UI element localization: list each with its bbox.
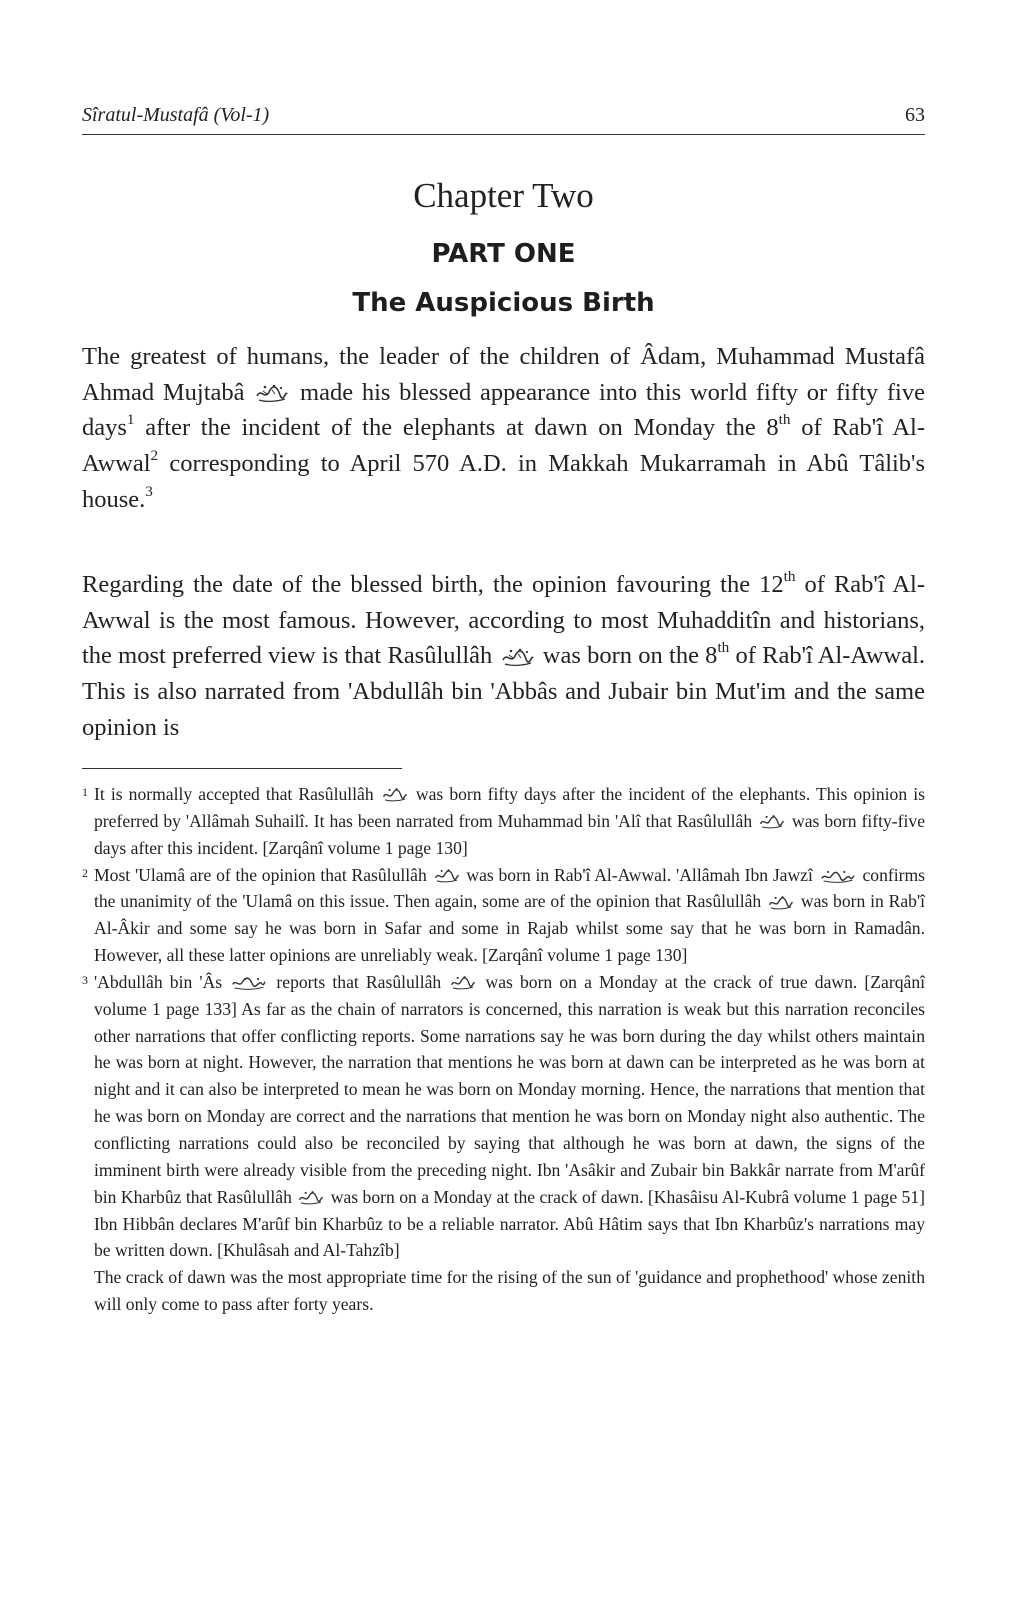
salawat-icon — [768, 894, 794, 911]
page-number: 63 — [905, 104, 925, 126]
text-run: The greatest of humans, the leader of the children of Âdam, Muhammad Mustafâ Ahmad Mujtabâ — [82, 343, 925, 406]
footnote-ref: 1 — [126, 411, 135, 429]
salawat-icon — [255, 382, 289, 404]
text-run: was born on a Monday at the crack of dawn. [Khasâisu Al-Kubrâ volume 1 page 51] Ibn Hibbân declares M'arûf bin Kharbûz to be a reliable narrator. Abû Hâtim says that Ibn Kharbûz's narrations may be written down. [Khulâsah and Al-Tahzîb] — [94, 1186, 926, 1261]
radiallahu-icon — [231, 976, 267, 991]
footnote-3 — [82, 969, 925, 1264]
text-run: Most 'Ulamâ are of the opinion that Rasûlullâh — [94, 864, 427, 885]
footnote-2 — [82, 862, 925, 969]
header-rule — [82, 134, 925, 135]
footnotes — [82, 781, 925, 1318]
body-paragraph-2 — [82, 567, 925, 746]
footnote-1 — [82, 781, 925, 862]
footnote-ref: 2 — [150, 447, 159, 465]
salawat-icon — [759, 813, 785, 830]
ordinal-suffix: th — [783, 568, 796, 586]
text-run: was born in Rab'î Al-Awwal. 'Allâmah Ibn Jawzî — [466, 864, 813, 885]
text-run: was born in Rab'î Al-Âkir and some say he was born in Safar and some in Rajab whilst some say that he was born in Ramadân. However, all these latter opinions are unreliably weak. [Zarqânî volume 1 page 130] — [94, 891, 926, 966]
text-run: of Rab'î Al-Awwal. This is also narrated from 'Abdullâh bin 'Abbâs and Jubair bin Mut'im and the same opinion is — [82, 642, 926, 741]
part-title: PART ONE — [431, 239, 576, 269]
ordinal-suffix: th — [717, 639, 730, 657]
section-title: The Auspicious Birth — [352, 288, 655, 318]
rahmatullah-icon — [820, 869, 856, 884]
text-run: 'Abdullâh bin 'Âs — [94, 971, 223, 992]
text-run: was born on a Monday at the crack of true dawn. [Zarqânî volume 1 page 133] As far as the chain of narrators is concerned, this narration is weak but this narration reconciles other narrations that offer conflicting reports. Some narrations say he was born during the day whilst others maintain he was born at night. However, the narration that mentions he was born at dawn can be interpreted as he was born at night and it can also be interpreted to mean he was born on Monday morning. Hence, the narrations that mention that he was born on Monday are correct and the narrations that mention he was born on Monday night also authentic. The conflicting narrations could also be reconciled by saying that although he was born at dawn, the signs of the imminent birth were already visible from the preceding night. Ibn 'Asâkir and Zubair bin Bakkâr narrate from M'arûf bin Kharbûz that Rasûlullâh — [94, 971, 925, 1207]
salawat-icon — [382, 786, 408, 803]
footnote-number: 3 — [82, 972, 88, 987]
text-run: was born fifty days after the incident of the elephants. This opinion is preferred by 'Allâmah Suhailî. It has been narrated from Muhammad bin 'Alî that Rasûlullâh — [94, 784, 925, 831]
salawat-icon — [298, 1189, 324, 1206]
running-header — [82, 104, 925, 132]
footnote-number: 2 — [82, 865, 88, 880]
text-run: was born on the 8 — [542, 642, 718, 670]
salawat-icon — [434, 867, 460, 884]
text-run: confirms the unanimity of the 'Ulamâ on this issue. Then again, some are of the opinion that Rasûlullâh — [94, 864, 926, 912]
footnote-3-continuation — [82, 1264, 925, 1318]
footnote-ref: 3 — [145, 482, 153, 500]
text-run: corresponding to April 570 A.D. in Makkah Mukarramah in Abû Tâlib's house. — [82, 450, 926, 513]
book-title: Sîratul-Mustafâ (Vol-1) — [82, 104, 270, 126]
text-run: Regarding the date of the blessed birth, the opinion favouring the 12 — [82, 571, 784, 598]
text-run: of Rab'î Al-Awwal is the most famous. However, according to most Muhadditîn and historians, the most preferred view is that Rasûlullâh — [82, 571, 925, 670]
ordinal-suffix: th — [778, 411, 791, 429]
text-run: of Rab'î Al-Awwal — [82, 414, 926, 478]
text-run: reports that Rasûlullâh — [276, 971, 442, 992]
salawat-icon — [450, 974, 476, 991]
text-run: after the incident of the elephants at dawn on Monday the 8 — [145, 414, 779, 442]
salawat-icon — [501, 646, 535, 668]
text-run: made his blessed appearance into this world fifty or fifty five days — [82, 378, 925, 442]
text-run: It is normally accepted that Rasûlullâh — [94, 784, 374, 804]
text-run: The crack of dawn was the most appropriate time for the rising of the sun of 'guidance and prophethood' whose zenith will only come to pass after forty years. — [94, 1267, 925, 1315]
body-paragraph-1 — [82, 339, 925, 518]
text-run: was born fifty-five days after this incident. [Zarqânî volume 1 page 130] — [94, 810, 926, 858]
chapter-title: Chapter Two — [413, 176, 594, 215]
footnote-number: 1 — [82, 785, 88, 799]
footnote-separator — [82, 768, 402, 769]
